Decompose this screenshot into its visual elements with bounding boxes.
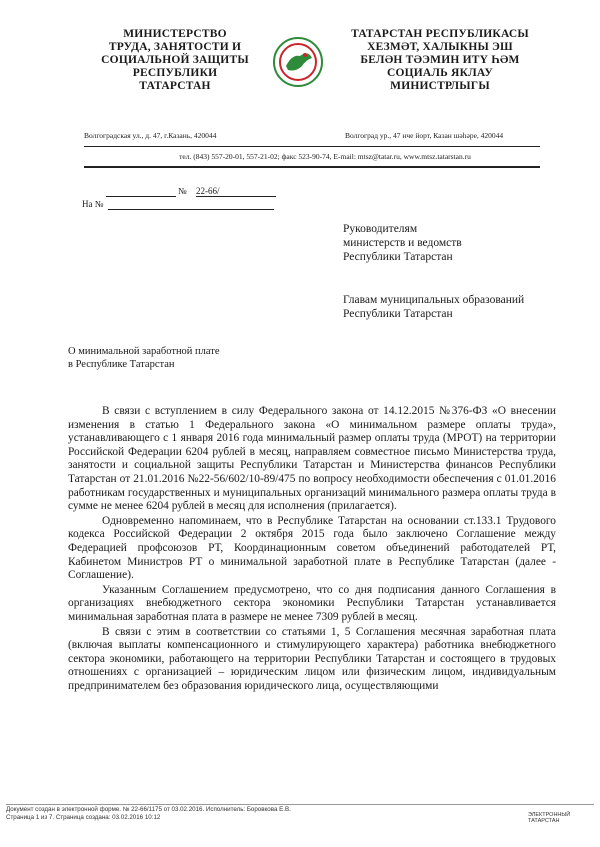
body-paragraph: В связи с вступлением в силу Федерального закона от 14.12.2015 №376-ФЗ «О внесении изменения в статью 1 Федерального закона «О минимальном размере оплаты труда», устанавливающего с 1 января 2016 года минимальный размер оплаты труда (МРОТ) на территории Российской Федерации 6204 рублей в месяц, направляем совместное письмо Министерства труда, занятости и социальной защиты Республики Татарстан и Министерства финансов Республики Татарстан от 21.01.2016 №22-56/602/10-89/475 по вопросу необходимости обеспечения с 01.01.2016 работникам государственных и муниципальных организаций минимального размера оплаты труда в сумме не менее 6204 рублей в месяц для исполнения (прилагается). — [68, 405, 556, 513]
footer-divider — [6, 804, 594, 805]
header-right-line: СОЦИАЛЬ ЯКЛАУ — [386, 67, 494, 79]
electronic-tatarstan-logo — [528, 812, 570, 824]
reply-to-label: На № — [82, 199, 104, 209]
address-russian: Волгоградская ул., д. 47, г.Казань, 420044 — [84, 131, 217, 140]
header-right-line: ХЕЗМӘТ, ХАЛЫКНЫ ЭШ — [367, 41, 513, 53]
footer-line: Страница 1 из 7. Страница создана: 03.02.2016 10:12 — [6, 814, 161, 821]
header-left-line: РЕСПУБЛИКИ — [132, 67, 218, 79]
footer-info — [6, 806, 291, 822]
header-left-line: СОЦИАЛЬНОЙ ЗАЩИТЫ — [101, 54, 249, 66]
recipient-line: Главам муниципальных образований — [343, 294, 525, 306]
republic-emblem-icon — [272, 36, 324, 88]
recipient-block-2 — [343, 293, 524, 321]
header-left-line: ТРУДА, ЗАНЯТОСТИ И — [108, 41, 242, 53]
document-number: 22-66/ — [196, 186, 276, 197]
body-paragraph: Указанным Соглашением предусмотрено, что со дня подписания данного Соглашения в организациях внебюджетного сектора экономики Республики Татарстан устанавливается минимальная заработная плата в размере не менее 7309 рублей в месяц. — [68, 583, 556, 623]
date-line — [106, 196, 176, 197]
header-right-line: БЕЛӘН ТӘЭМИН ИТҮ ҺӘМ — [360, 54, 520, 66]
recipient-line: Руководителям — [343, 223, 418, 235]
subject-line: в Республике Татарстан — [68, 359, 175, 370]
body-paragraph: Одновременно напоминаем, что в Республике Татарстан на основании ст.133.1 Трудового кодекса Российской Федерации 2 октября 2015 года было заключено Соглашение между Федерацией профсоюзов РТ, Координационным советом объединений работодателей РТ, Кабинетом Министров РТ о минимальной заработной плате в Республике Татарстан (далее - Соглашение). — [68, 514, 556, 582]
letter-subject — [68, 345, 220, 371]
footer-line: Документ создан в электронной форме. № 22-66/1175 от 03.02.2016. Исполнитель: Боровкова Е.В. — [6, 806, 291, 813]
letter-body — [68, 405, 556, 694]
reply-to-line — [108, 209, 274, 210]
body-paragraph: В связи с этим в соответствии со статьями 1, 5 Соглашения месячная заработная плата (включая выплаты компенсационного и стимулирующего характера) работника внебюджетного сектора экономики, работающего на территории Республики Татарстан и состоящего в трудовых отношениях с организацией – юридическим лицом или физическим лицом, индивидуальным предпринимателем без образования юридического лица, осуществляющими — [68, 625, 556, 692]
address-tatar: Волгоград ур., 47 нче йорт, Казан шәһәре, 420044 — [345, 131, 504, 140]
ministry-name-tatar — [335, 28, 545, 93]
header-divider-bold — [84, 166, 540, 168]
subject-line: О минимальной заработной плате — [68, 346, 220, 357]
recipient-line: Республики Татарстан — [343, 308, 453, 320]
header-divider — [84, 146, 540, 147]
contacts-line: тел. (843) 557-20-01, 557-21-02; факс 523-90-74, E-mail: mtsz@tatar.ru, www.mtsz.tatarstan.ru — [179, 152, 471, 161]
recipient-line: министерств и ведомств — [343, 237, 462, 249]
header-right-line: МИНИСТРЛЫГЫ — [390, 80, 490, 92]
ministry-name-russian — [80, 28, 270, 93]
footer-logo-line: ТАТАРСТАН — [528, 818, 560, 824]
number-label: № — [178, 186, 187, 196]
header-left-line: ТАТАРСТАН — [139, 80, 211, 92]
header-right-line: ТАТАРСТАН РЕСПУБЛИКАСЫ — [351, 28, 529, 40]
recipient-block-1 — [343, 222, 462, 264]
header-left-line: МИНИСТЕРСТВО — [123, 28, 227, 40]
recipient-line: Республики Татарстан — [343, 251, 453, 263]
footer-logo-line: ЭЛЕКТРОННЫЙ — [528, 812, 571, 818]
